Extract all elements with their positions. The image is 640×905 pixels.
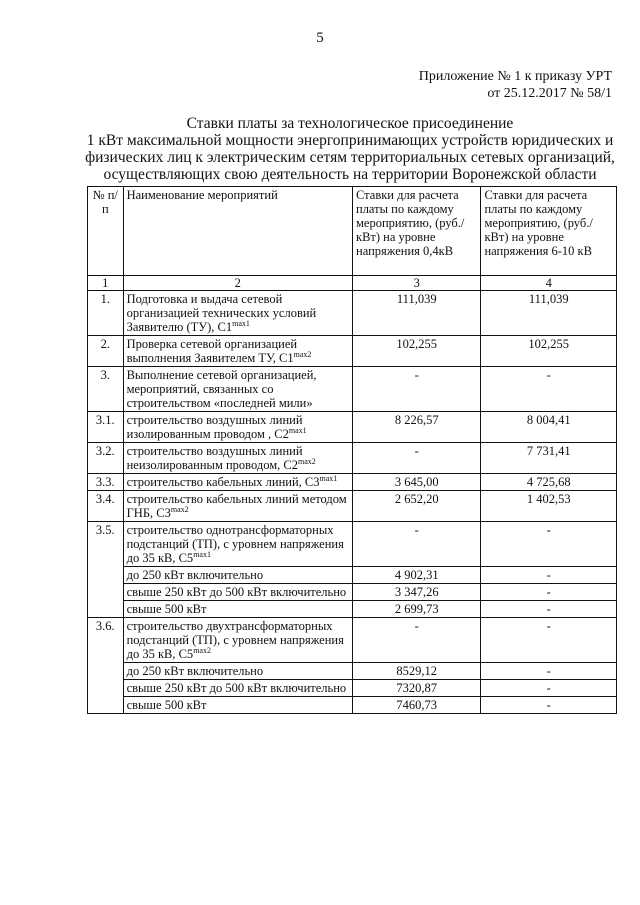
table-row xyxy=(88,474,617,491)
rate-04kv: 7460,73 xyxy=(353,697,481,714)
row-number: 3.6. xyxy=(88,618,124,714)
column-number: 1 xyxy=(88,276,124,291)
table-row xyxy=(88,291,617,336)
table-header-row xyxy=(88,187,617,276)
row-name: Выполнение сетевой организацией, мероприятий, связанных со строительством «последней мили» xyxy=(123,367,352,412)
rate-610kv: 8 004,41 xyxy=(481,412,617,443)
row-number: 2. xyxy=(88,336,124,367)
rate-610kv: - xyxy=(481,663,617,680)
rate-04kv: 8529,12 xyxy=(353,663,481,680)
row-number: 1. xyxy=(88,291,124,336)
row-number: 3. xyxy=(88,367,124,412)
table-subrow xyxy=(88,584,617,601)
row-number: 3.4. xyxy=(88,491,124,522)
table-row xyxy=(88,491,617,522)
rate-610kv: 4 725,68 xyxy=(481,474,617,491)
rate-04kv: 8 226,57 xyxy=(353,412,481,443)
rate-610kv: 102,255 xyxy=(481,336,617,367)
row-number: 3.3. xyxy=(88,474,124,491)
document-title xyxy=(70,115,630,183)
superscript: max1 xyxy=(193,549,211,559)
superscript: max1 xyxy=(319,473,338,483)
title-line-4: осуществляющих свою деятельность на территории Воронежской области xyxy=(103,166,597,183)
row-name: строительство кабельных линий методом ГНБ, $С3^{max2}$ xyxy=(123,491,352,522)
rate-04kv: 7320,87 xyxy=(353,680,481,697)
table-subrow xyxy=(88,663,617,680)
rate-610kv: 111,039 xyxy=(481,291,617,336)
column-number: 2 xyxy=(123,276,352,291)
rate-610kv: - xyxy=(481,697,617,714)
rate-04kv: 102,255 xyxy=(353,336,481,367)
table-row xyxy=(88,367,617,412)
rates-table xyxy=(87,186,617,714)
superscript: max1 xyxy=(288,425,307,435)
table-row xyxy=(88,336,617,367)
table-subrow xyxy=(88,567,617,584)
table-subrow xyxy=(88,697,617,714)
rate-610kv: - xyxy=(481,680,617,697)
row-number: 3.5. xyxy=(88,522,124,618)
row-name: строительство воздушных линий изолированным проводом , $С2^{max1}$ xyxy=(123,412,352,443)
row-name: до 250 кВт включительно xyxy=(123,663,352,680)
row-name: строительство воздушных линий неизолированным проводом, $С2^{max2}$ xyxy=(123,443,352,474)
superscript: max2 xyxy=(298,456,316,466)
table-row xyxy=(88,522,617,567)
table-subrow xyxy=(88,601,617,618)
row-name: свыше 500 кВт xyxy=(123,601,352,618)
table-subrow xyxy=(88,680,617,697)
row-name: строительство однотрансформаторных подстанций (ТП), с уровнем напряжения до 35 кВ, $С5^{max1}$ xyxy=(123,522,352,567)
title-line-3: физических лиц к электрическим сетям территориальных сетевых организаций, xyxy=(85,149,615,166)
appendix-line-1: Приложение № 1 к приказу УРТ xyxy=(418,69,612,84)
page-number: 5 xyxy=(316,30,324,46)
superscript: max2 xyxy=(193,645,211,655)
rate-04kv: 4 902,31 xyxy=(353,567,481,584)
rate-04kv: - xyxy=(353,522,481,567)
rate-04kv: - xyxy=(353,443,481,474)
rate-610kv: - xyxy=(481,601,617,618)
rate-610kv: - xyxy=(481,584,617,601)
row-number: 3.2. xyxy=(88,443,124,474)
column-number: 3 xyxy=(353,276,481,291)
row-name: строительство кабельных линий, $С3^{max1}$ xyxy=(123,474,352,491)
superscript: max2 xyxy=(170,504,189,514)
row-name: свыше 250 кВт до 500 кВт включительно xyxy=(123,584,352,601)
column-number: 4 xyxy=(481,276,617,291)
rate-04kv: - xyxy=(353,618,481,663)
rate-04kv: 3 347,26 xyxy=(353,584,481,601)
superscript: max2 xyxy=(293,349,312,359)
appendix-note xyxy=(419,68,612,102)
group-3-6 xyxy=(88,618,617,714)
header-name: Наименование мероприятий xyxy=(123,187,352,276)
row-name: до 250 кВт включительно xyxy=(123,567,352,584)
rate-610kv: 7 731,41 xyxy=(481,443,617,474)
row-number: 3.1. xyxy=(88,412,124,443)
row-name: Проверка сетевой организацией выполнения Заявителем ТУ, $С1^{max2}$ xyxy=(123,336,352,367)
header-rate-610kv: Ставки для расчета платы по каждому мероприятию, (руб./кВт) на уровне напряжения 6-10 кВ xyxy=(481,187,617,276)
row-name: Подготовка и выдача сетевой организацией технических условий Заявителю (ТУ), $С1^{max1}$ xyxy=(123,291,352,336)
header-rate-04kv: Ставки для расчета платы по каждому мероприятию, (руб./кВт) на уровне напряжения 0,4кВ xyxy=(353,187,481,276)
table-row xyxy=(88,443,617,474)
rate-610kv: - xyxy=(481,367,617,412)
rate-04kv: 3 645,00 xyxy=(353,474,481,491)
rate-610kv: - xyxy=(481,522,617,567)
rate-610kv: - xyxy=(481,618,617,663)
table-row xyxy=(88,618,617,663)
header-num: № п/п xyxy=(88,187,124,276)
rate-04kv: 2 652,20 xyxy=(353,491,481,522)
title-line-2: 1 кВт максимальной мощности энергопринимающих устройств юридических и xyxy=(86,132,614,149)
rate-610kv: - xyxy=(481,567,617,584)
group-3-5 xyxy=(88,522,617,618)
table-body xyxy=(88,291,617,522)
column-numbers-row xyxy=(88,276,617,291)
table-row xyxy=(88,412,617,443)
row-name: строительство двухтрансформаторных подстанций (ТП), с уровнем напряжения до 35 кВ, $С5^{max2}$ xyxy=(123,618,352,663)
rate-04kv: 2 699,73 xyxy=(353,601,481,618)
title-line-1: Ставки платы за технологическое присоединение xyxy=(186,115,514,132)
rate-04kv: 111,039 xyxy=(353,291,481,336)
row-name: свыше 250 кВт до 500 кВт включительно xyxy=(123,680,352,697)
row-name: свыше 500 кВт xyxy=(123,697,352,714)
appendix-line-2: от 25.12.2017 № 58/1 xyxy=(487,86,612,101)
superscript: max1 xyxy=(232,318,250,328)
rate-04kv: - xyxy=(353,367,481,412)
rate-610kv: 1 402,53 xyxy=(481,491,617,522)
